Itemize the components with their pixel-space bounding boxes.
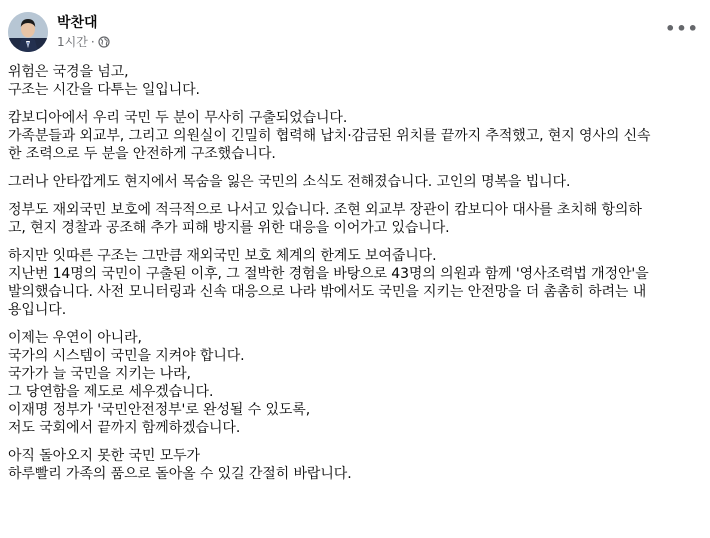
post-body — [8, 63, 698, 493]
paragraph-2 — [8, 109, 698, 163]
text-line: 그 당연함을 제도로 세우겠습니다. — [8, 384, 214, 400]
text-line: 국가가 늘 국민을 지키는 나라, — [8, 366, 191, 382]
text-line: 가족분들과 외교부, 그리고 의원실이 긴밀히 협력해 납치·감금된 위치를 끝까지 추적했고, 현지 영사의 신속 — [8, 128, 651, 144]
paragraph-7 — [8, 447, 698, 483]
text-line: 지난번 14명의 국민이 구출된 이후, 그 절박한 경험을 바탕으로 43명의 의원과 함께 '영사조력법 개정안'을 — [8, 266, 649, 282]
text-line: 정부도 재외국민 보호에 적극적으로 나서고 있습니다. 조현 외교부 장관이 캄보디아 대사를 초치해 항의하 — [8, 202, 642, 218]
text-line: 하지만 잇따른 구조는 그만큼 재외국민 보호 체계의 한계도 보여줍니다. — [8, 248, 437, 264]
text-line: 국가의 시스템이 국민을 지켜야 합니다. — [8, 348, 245, 364]
text-line: 구조는 시간을 다투는 일입니다. — [8, 82, 200, 98]
text-line: 이재명 정부가 '국민안전정부'로 완성될 수 있도록, — [8, 402, 311, 418]
text-line: 아직 돌아오지 못한 국민 모두가 — [8, 448, 200, 464]
text-line: 캄보디아에서 우리 국민 두 분이 무사히 구출되었습니다. — [8, 110, 348, 126]
ellipsis-icon: ••• — [665, 18, 699, 38]
globe-icon — [98, 36, 110, 48]
post-timestamp[interactable]: 1시간 — [57, 35, 88, 49]
text-line: 용입니다. — [8, 302, 67, 318]
text-line: 발의했습니다. 사전 모니터링과 신속 대응으로 나라 밖에서도 국민을 지키는 안전망을 더 촘촘히 하려는 내 — [8, 284, 647, 300]
author-name[interactable]: 박찬대 — [57, 15, 98, 31]
meta-separator: · — [90, 35, 95, 49]
paragraph-1 — [8, 63, 698, 99]
post-header — [8, 10, 110, 54]
text-line: 그러나 안타깝게도 현지에서 목숨을 잃은 국민의 소식도 전해졌습니다. 고인의 명복을 빕니다. — [8, 174, 571, 190]
post-meta — [57, 34, 110, 50]
paragraph-6 — [8, 329, 698, 437]
more-options-button[interactable] — [665, 18, 699, 38]
paragraph-3 — [8, 173, 698, 191]
paragraph-4 — [8, 201, 698, 237]
text-line: 위험은 국경을 넘고, — [8, 64, 129, 80]
text-line: 한 조력으로 두 분을 안전하게 구조했습니다. — [8, 146, 276, 162]
text-line: 이제는 우연이 아니라, — [8, 330, 142, 346]
paragraph-5 — [8, 247, 698, 319]
text-line: 고, 현지 경찰과 공조해 추가 피해 방지를 위한 대응을 이어가고 있습니다. — [8, 220, 450, 236]
text-line: 하루빨리 가족의 품으로 돌아올 수 있길 간절히 바랍니다. — [8, 466, 352, 482]
text-line: 저도 국회에서 끝까지 함께하겠습니다. — [8, 420, 241, 436]
avatar[interactable] — [8, 12, 48, 52]
